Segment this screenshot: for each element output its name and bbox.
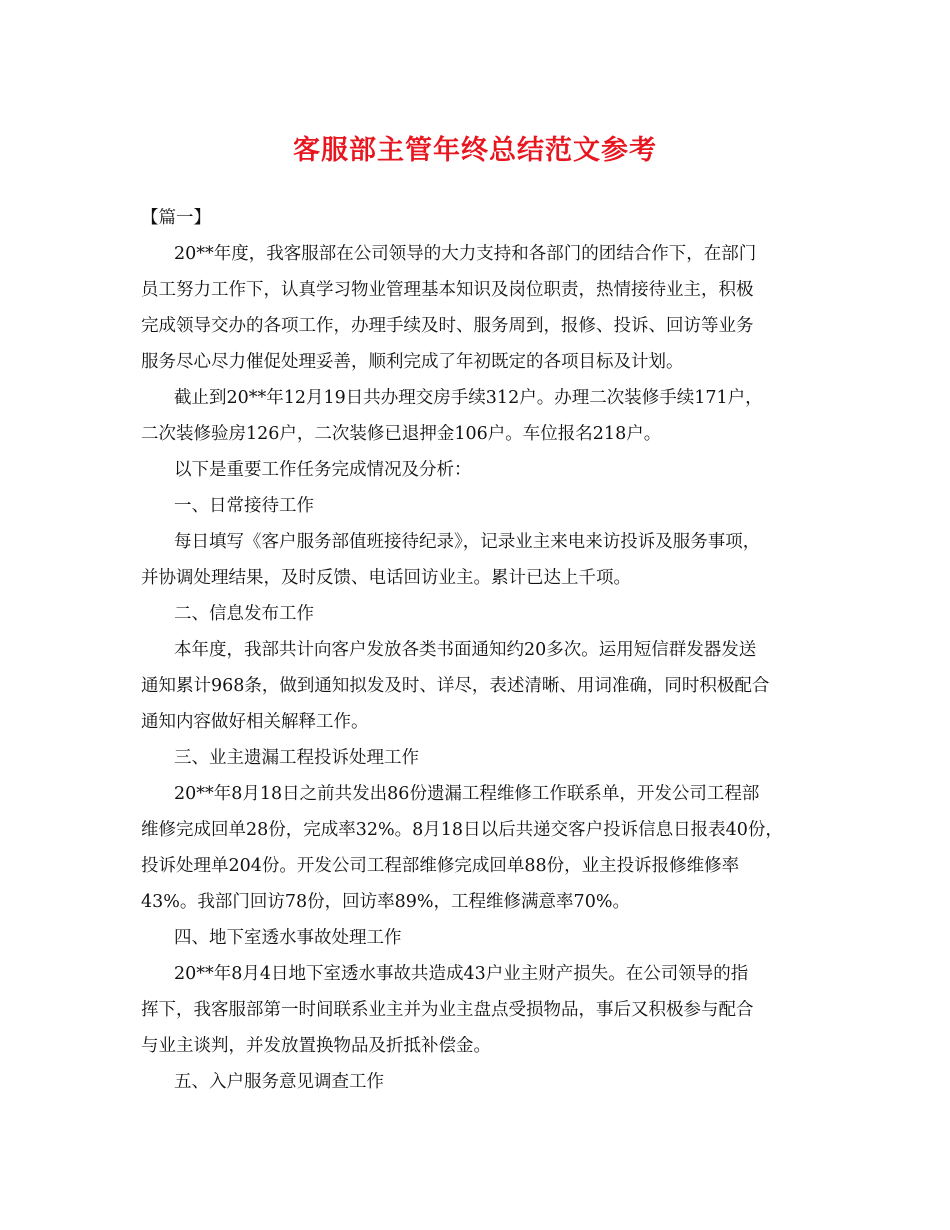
paragraph-line: 截止到20**年12月19日共办理交房手续312户。办理二次装修手续171户， xyxy=(174,388,763,408)
paragraph-line: 员工努力工作下，认真学习物业管理基本知识及岗位职责，热情接待业主，积极 xyxy=(141,280,754,300)
paragraph-line: 以下是重要工作任务完成情况及分析： xyxy=(174,460,472,480)
paragraph-line: 本年度，我部共计向客户发放各类书面通知约20多次。运用短信群发器发送 xyxy=(174,640,757,660)
paragraph-line: 43%。我部门回访78份，回访率89%，工程维修满意率70%。 xyxy=(141,892,630,912)
paragraph-line: 完成领导交办的各项工作，办理手续及时、服务周到，报修、投诉、回访等业务 xyxy=(141,316,754,336)
paragraph-line: 维修完成回单28份，完成率32%。8月18日以后共递交客户投诉信息日报表40份， xyxy=(141,820,783,840)
paragraph-line: 投诉处理单204份。开发公司工程部维修完成回单88份，业主投诉报修维修率 xyxy=(141,856,740,876)
paragraph-line: 通知累计968条，做到通知拟发及时、详尽，表述清晰、用词准确，同时积极配合 xyxy=(141,676,770,696)
section-heading: 四、地下室透水事故处理工作 xyxy=(174,928,402,948)
paragraph-line: 20**年8月4日地下室透水事故共造成43户业主财产损失。在公司领导的指 xyxy=(174,964,749,984)
paragraph-line: 20**年8月18日之前共发出86份遗漏工程维修工作联系单，开发公司工程部 xyxy=(174,784,760,804)
paragraph-line: 并协调处理结果，及时反馈、电话回访业主。累计已达上千项。 xyxy=(141,568,631,588)
paragraph-line: 每日填写《客户服务部值班接待纪录》，记录业主来电来访投诉及服务事项， xyxy=(174,532,761,552)
paragraph-line: 挥下，我客服部第一时间联系业主并为业主盘点受损物品，事后又积极参与配合 xyxy=(141,1000,754,1020)
section-heading: 三、业主遗漏工程投诉处理工作 xyxy=(174,748,419,768)
paragraph-line: 与业主谈判，并发放置换物品及折抵补偿金。 xyxy=(141,1036,491,1056)
document-title: 客服部主管年终总结范文参考 xyxy=(293,135,657,166)
section-heading: 五、入户服务意见调查工作 xyxy=(174,1072,384,1092)
section-label: 【篇一】 xyxy=(141,208,211,228)
paragraph-line: 服务尽心尽力催促处理妥善，顺利完成了年初既定的各项目标及计划。 xyxy=(141,352,684,372)
paragraph-line: 20**年度，我客服部在公司领导的大力支持和各部门的团结合作下，在部门 xyxy=(174,244,757,264)
section-heading: 二、信息发布工作 xyxy=(174,604,314,624)
section-heading: 一、日常接待工作 xyxy=(174,496,314,516)
paragraph-line: 二次装修验房126户，二次装修已退押金106户。车位报名218户。 xyxy=(141,424,662,444)
paragraph-line: 通知内容做好相关解释工作。 xyxy=(141,712,369,732)
